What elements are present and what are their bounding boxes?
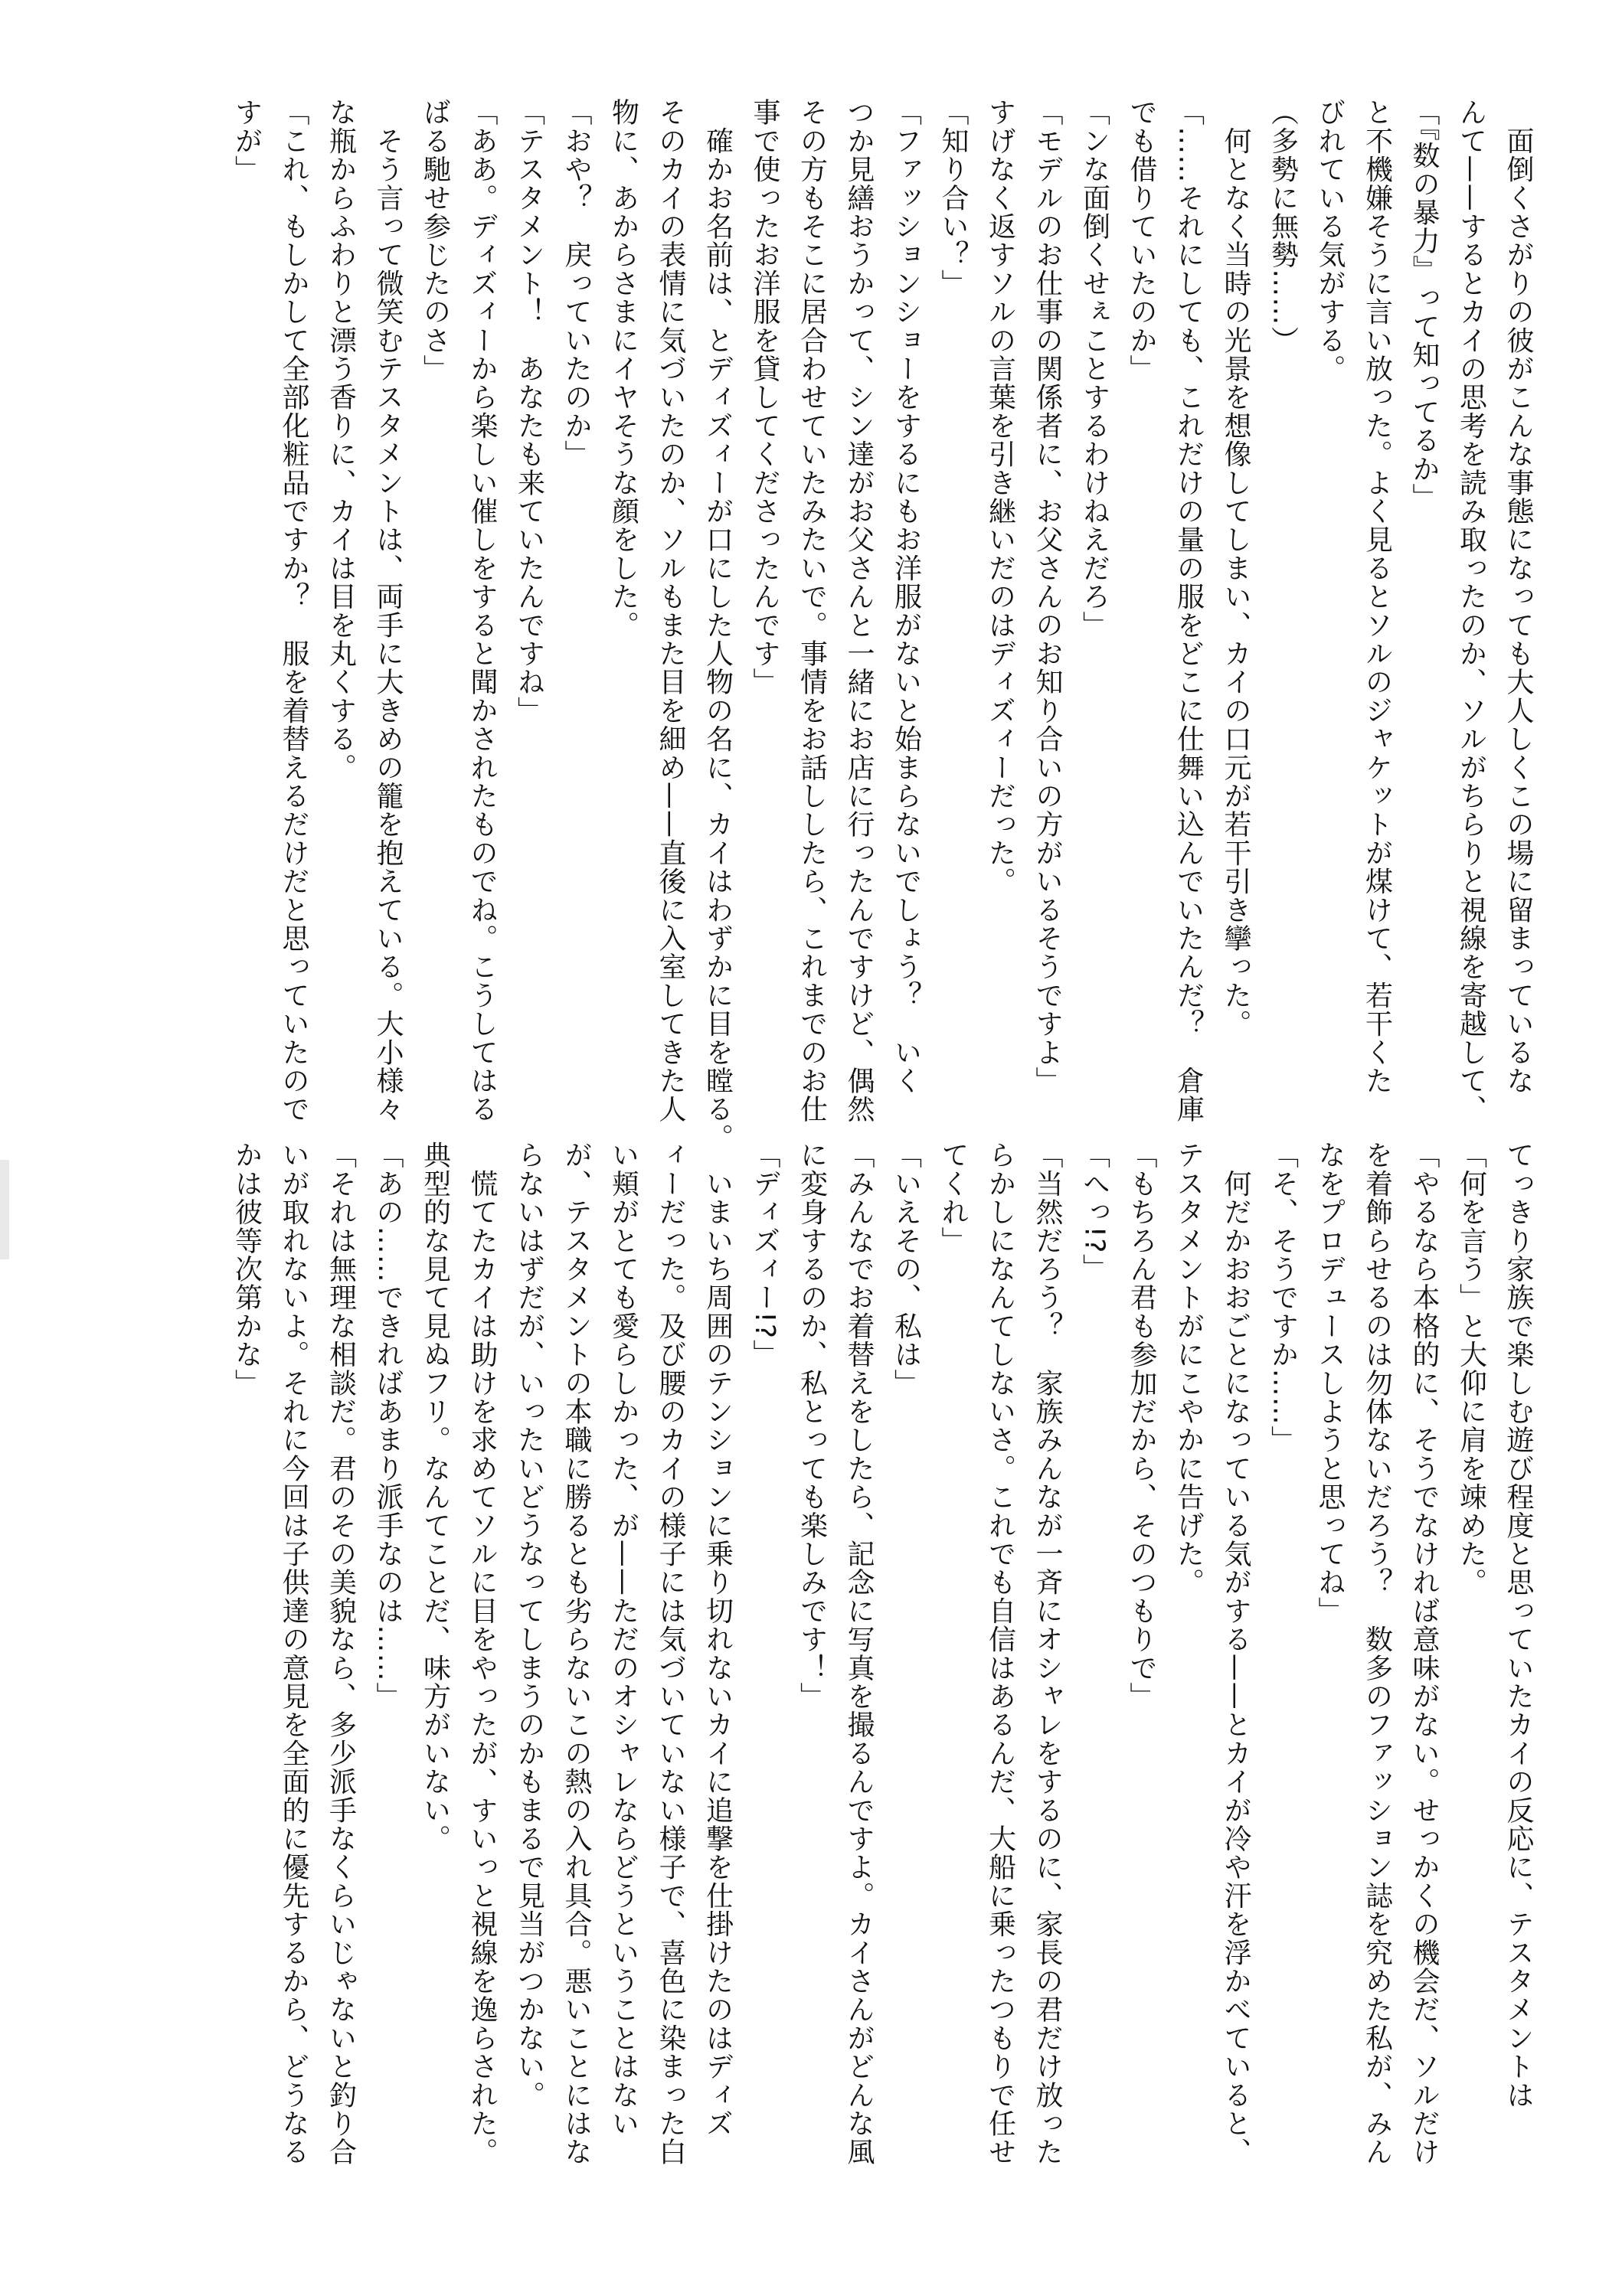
text-line: 「あの……できればあまり派手なのは……」 bbox=[372, 1141, 404, 1710]
text-line: 「やるなら本格的に、そうでなければ意味がない。せっかくの機会だ、ソルだけ bbox=[1408, 1141, 1440, 2167]
text-line: いが取れないよ。それに今回は子供達の意見を全面的に優先するから、どうなる bbox=[278, 1141, 309, 2167]
text-line: 「ディズィー!?」 bbox=[749, 1141, 780, 1368]
text-line: と不機嫌そうに言い放った。よく見るとソルのジャケットが煤けて、若干くた bbox=[1361, 98, 1393, 1095]
text-line: びれている気がする。 bbox=[1314, 98, 1346, 383]
text-line: てくれ」 bbox=[937, 1141, 969, 1255]
text-line: テスタメントがにこやかに告げた。 bbox=[1172, 1141, 1205, 1597]
text-line: 「何を言う」と大仰に肩を竦めた。 bbox=[1455, 1141, 1487, 1597]
text-line: 何だかおおごとになっている気がする——とカイが冷や汗を浮かべていると、 bbox=[1220, 1141, 1251, 2167]
text-line: 事で使ったお洋服を貸してくださったんです」 bbox=[749, 98, 780, 697]
text-line: そのカイの表情に気づいたのか、ソルもまた目を細め——直後に入室してきた人 bbox=[655, 98, 686, 1124]
text-line: すが」 bbox=[231, 98, 263, 184]
text-line: 「みんなでお着替えをしたら、記念に写真を撮るんですよ。カイさんがどんな風 bbox=[843, 1141, 875, 2167]
text-line: んて——するとカイの思考を読み取ったのか、ソルがちらりと視線を寄越して、 bbox=[1455, 98, 1487, 1124]
text-line: なをプロデュースしようと思ってね」 bbox=[1314, 1141, 1346, 1625]
text-line: 「ああ。ディズィーから楽しい催しをすると聞かされたものでね。こうしてはる bbox=[466, 98, 498, 1124]
text-line: つか見繕おうかって、シン達がお父さんと一緒にお店に行ったんですけど、偶然 bbox=[843, 98, 875, 1124]
text-line: 「『数の暴力』って知ってるか」 bbox=[1408, 98, 1440, 511]
text-line: 典型的な見て見ぬフリ。なんてことだ、味方がいない。 bbox=[419, 1141, 451, 1853]
text-line: （多勢に無勢……） bbox=[1267, 98, 1299, 354]
text-line: その方もそこに居合わせていたみたいで。事情をお話ししたら、これまでのお仕 bbox=[796, 98, 828, 1124]
text-line: 「知り合い？」 bbox=[937, 98, 969, 298]
text-line: 「これ、もしかして全部化粧品ですか？ 服を着替えるだけだと思っていたので bbox=[278, 98, 309, 1124]
text-line: いまいち周囲のテンションに乗り切れないカイに追撃を仕掛けたのはディズ bbox=[701, 1141, 734, 2138]
text-line: 「ンな面倒くせぇことするわけねえだろ」 bbox=[1078, 98, 1110, 639]
text-line: 「いえその、私は」 bbox=[890, 1141, 922, 1397]
text-line: い頬がとても愛らしかった、が——ただのオシャレならどうということはない bbox=[607, 1141, 639, 2138]
text-line: 「ファッションショーをするにもお洋服がないと始まらないでしょう？ いく bbox=[890, 98, 922, 1095]
text-line: ばる馳せ参じたのさ」 bbox=[419, 98, 451, 383]
text-line: てっきり家族で楽しむ遊び程度と思っていたカイの反応に、テスタメントは bbox=[1503, 1141, 1534, 2109]
text-line: でも借りていたのか」 bbox=[1126, 98, 1157, 383]
text-line: 「……それにしても、これだけの量の服をどこに仕舞い込んでいたんだ？ 倉庫 bbox=[1172, 98, 1205, 1124]
text-line: 何となく当時の光景を想像してしまい、カイの口元が若干引き攣った。 bbox=[1220, 98, 1251, 1038]
text-line: 面倒くさがりの彼がこんな事態になっても大人しくこの場に留まっているな bbox=[1503, 98, 1534, 1095]
text-line: 「もちろん君も参加だから、そのつもりで」 bbox=[1126, 1141, 1157, 1710]
bottom-text-block bbox=[222, 1141, 1534, 2167]
top-text-block bbox=[222, 98, 1534, 1152]
text-line: 「モデルのお仕事の関係者に、お父さんのお知り合いの方がいるそうですよ」 bbox=[1032, 98, 1063, 1095]
text-line: 物に、あからさまにイヤそうな顔をした。 bbox=[607, 98, 639, 639]
text-line: 確かお名前は、とディズィーが口にした人物の名に、カイはわずかに目を瞠る。 bbox=[701, 98, 734, 1152]
text-line: 「おや？ 戻っていたのか」 bbox=[561, 98, 592, 469]
text-line: そう言って微笑むテスタメントは、両手に大きめの籠を抱えている。大小様々 bbox=[372, 98, 404, 1124]
text-line: 「当然だろう？ 家族みんなが一斉にオシャレをするのに、家長の君だけ放った bbox=[1032, 1141, 1063, 2167]
text-line: ィーだった。及び腰のカイの様子には気づいていない様子で、喜色に染まった白 bbox=[655, 1141, 686, 2167]
text-line: 慌てたカイは助けを求めてソルに目をやったが、すいっと視線を逸らされた。 bbox=[466, 1141, 498, 2167]
text-line: 「へっ!?」 bbox=[1078, 1141, 1110, 1282]
text-line: らかしになんてしないさ。これでも自信はあるんだ、大船に乗ったつもりで任せ bbox=[984, 1141, 1016, 2167]
text-line: に変身するのか、私とっても楽しみです！」 bbox=[796, 1141, 828, 1710]
text-line: らないはずだが、いったいどうなってしまうのかもまるで見当がつかない。 bbox=[513, 1141, 545, 2109]
text-line: 「それは無理な相談だ。君のその美貌なら、多少派手なくらいじゃないと釣り合 bbox=[325, 1141, 357, 2167]
text-line: を着飾らせるのは勿体ないだろう？ 数多のファッション誌を究めた私が、みん bbox=[1361, 1141, 1393, 2167]
text-line: かは彼等次第かな」 bbox=[231, 1141, 263, 1397]
text-line: な瓶からふわりと漂う香りに、カイは目を丸くする。 bbox=[325, 98, 357, 782]
text-line: 「テスタメント！ あなたも来ていたんですね」 bbox=[513, 98, 545, 725]
text-line: が、テスタメントの本職に勝るとも劣らないこの熱の入れ具合。悪いことにはな bbox=[561, 1141, 592, 2167]
text-line: すげなく返すソルの言葉を引き継いだのはディズィーだった。 bbox=[984, 98, 1016, 896]
scan-edge-mark bbox=[0, 1160, 9, 1259]
text-line: 「そ、そうですか……」 bbox=[1267, 1141, 1299, 1455]
